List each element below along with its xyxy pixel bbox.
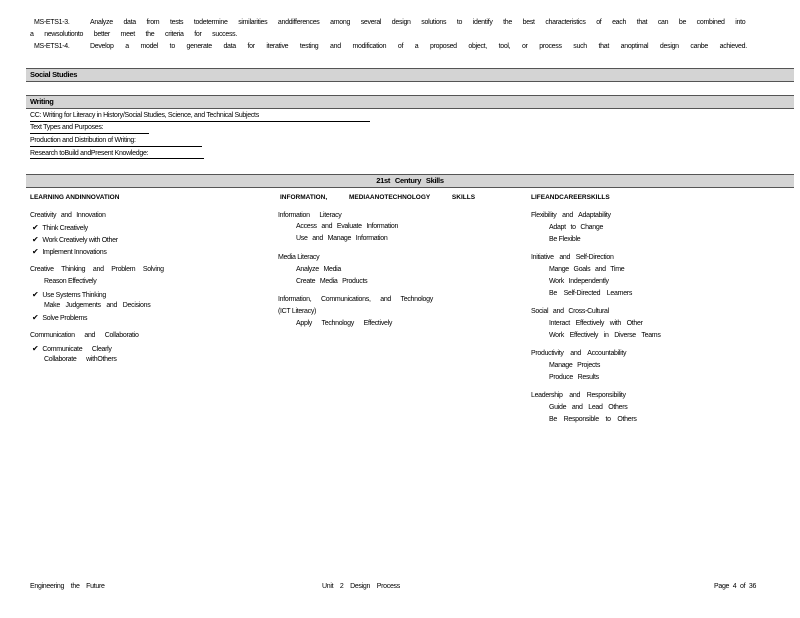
group-heading-cont: (ICT Literacy)	[278, 308, 317, 315]
group-heading: Flexibility and Adaptability	[531, 212, 611, 219]
list-item: ✔ Implement Innovations	[32, 247, 107, 256]
information-title: INFORMATION, MEDIAANOTECHNOLOGY SKILLS	[280, 194, 476, 201]
footer-left: Engineering the Future	[30, 583, 105, 590]
list-item: Collaborate withOthers	[44, 356, 117, 363]
list-item: Be Self-Directed Learners	[549, 290, 633, 297]
list-item: ✔ Communicate Clearly	[32, 344, 112, 353]
group-heading: Information, Communications, and Technology	[278, 296, 433, 303]
list-item: Access and Evaluate Information	[296, 223, 399, 230]
standard-text: Develop a model to generate data for iterative testing and modification of a proposed object, tool, or process such that anoptimal design canbe achieved.	[90, 43, 747, 50]
divider	[30, 133, 149, 134]
list-item: Guide and Lead Others	[549, 404, 628, 411]
writing-link-cc[interactable]: CC: Writing for Literacy in History/Social Studies, Science, and Technical Subjects	[30, 112, 259, 119]
life-title: LIFEANDCAREERSKILLS	[531, 194, 610, 201]
list-item: Work Independently	[549, 278, 609, 285]
check-icon: ✔	[32, 344, 39, 353]
check-icon: ✔	[32, 247, 39, 256]
list-item: Manage Projects	[549, 362, 601, 369]
check-icon: ✔	[32, 235, 39, 244]
list-item: Be Flexible	[549, 236, 581, 243]
writing-header: Writing	[26, 95, 794, 109]
skills-title: 21st Century Skills	[376, 176, 444, 185]
divider	[30, 121, 370, 122]
list-item: Adapt to Change	[549, 224, 604, 231]
list-item: Produce Results	[549, 374, 599, 381]
writing-link-text-types[interactable]: Text Types and Purposes:	[30, 124, 104, 131]
list-item: ✔ Think Creatively	[32, 223, 88, 232]
list-item: Create Media Products	[296, 278, 368, 285]
list-item: Be Responsible to Others	[549, 416, 637, 423]
list-item: Analyze Media	[296, 266, 342, 273]
footer-center: Unit 2 Design Process	[322, 583, 400, 590]
writing-link-production[interactable]: Production and Distribution of Writing:	[30, 137, 136, 144]
list-item: Work Effectively in Diverse Teams	[549, 332, 661, 339]
group-heading: Creative Thinking and Problem Solving	[30, 266, 164, 273]
group-heading: Productivity and Accountability	[531, 350, 627, 357]
group-heading: Media Literacy	[278, 254, 320, 261]
list-item: ✔ Use Systems Thinking	[32, 290, 106, 299]
standard-text-cont: a newsolutionto better meet the criteria for success.	[30, 31, 238, 38]
social-studies-header: Social Studies	[26, 68, 794, 82]
list-item: Make Judgements and Decisions	[44, 302, 151, 309]
list-item: Interact Effectively with Other	[549, 320, 643, 327]
list-item: Mange Goals and Time	[549, 266, 625, 273]
page-number: Page 4 of 36	[714, 583, 757, 590]
list-item: ✔ Work Creatively with Other	[32, 235, 118, 244]
group-heading: Information Literacy	[278, 212, 342, 219]
list-item: Use and Manage Information	[296, 235, 388, 242]
list-item: ✔ Solve Problems	[32, 313, 88, 322]
writing-link-research[interactable]: Research toBuild andPresent Knowledge:	[30, 150, 149, 157]
standard-code: MS-ETS1-3.	[34, 19, 70, 26]
skills-header	[26, 174, 794, 188]
group-heading: Initiative and Self-Direction	[531, 254, 614, 261]
check-icon: ✔	[32, 290, 39, 299]
list-item: Apply Technology Effectively	[296, 320, 393, 327]
list-item: Reason Effectively	[44, 278, 97, 285]
group-heading: Leadership and Responsibility	[531, 392, 626, 399]
group-heading: Social and Cross-Cultural	[531, 308, 609, 315]
check-icon: ✔	[32, 313, 39, 322]
learning-title: LEARNING ANDINNOVATION	[30, 194, 120, 201]
standard-text: Analyze data from tests todetermine similarities anddifferences among several design solutions to identify the best characteristics of each that can be combined into	[90, 19, 746, 26]
standard-code: MS-ETS1-4.	[34, 43, 70, 50]
check-icon: ✔	[32, 223, 39, 232]
group-heading: Creativity and Innovation	[30, 212, 106, 219]
divider	[30, 158, 204, 159]
group-heading: Communication and Collaboratio	[30, 332, 139, 339]
divider	[30, 146, 202, 147]
